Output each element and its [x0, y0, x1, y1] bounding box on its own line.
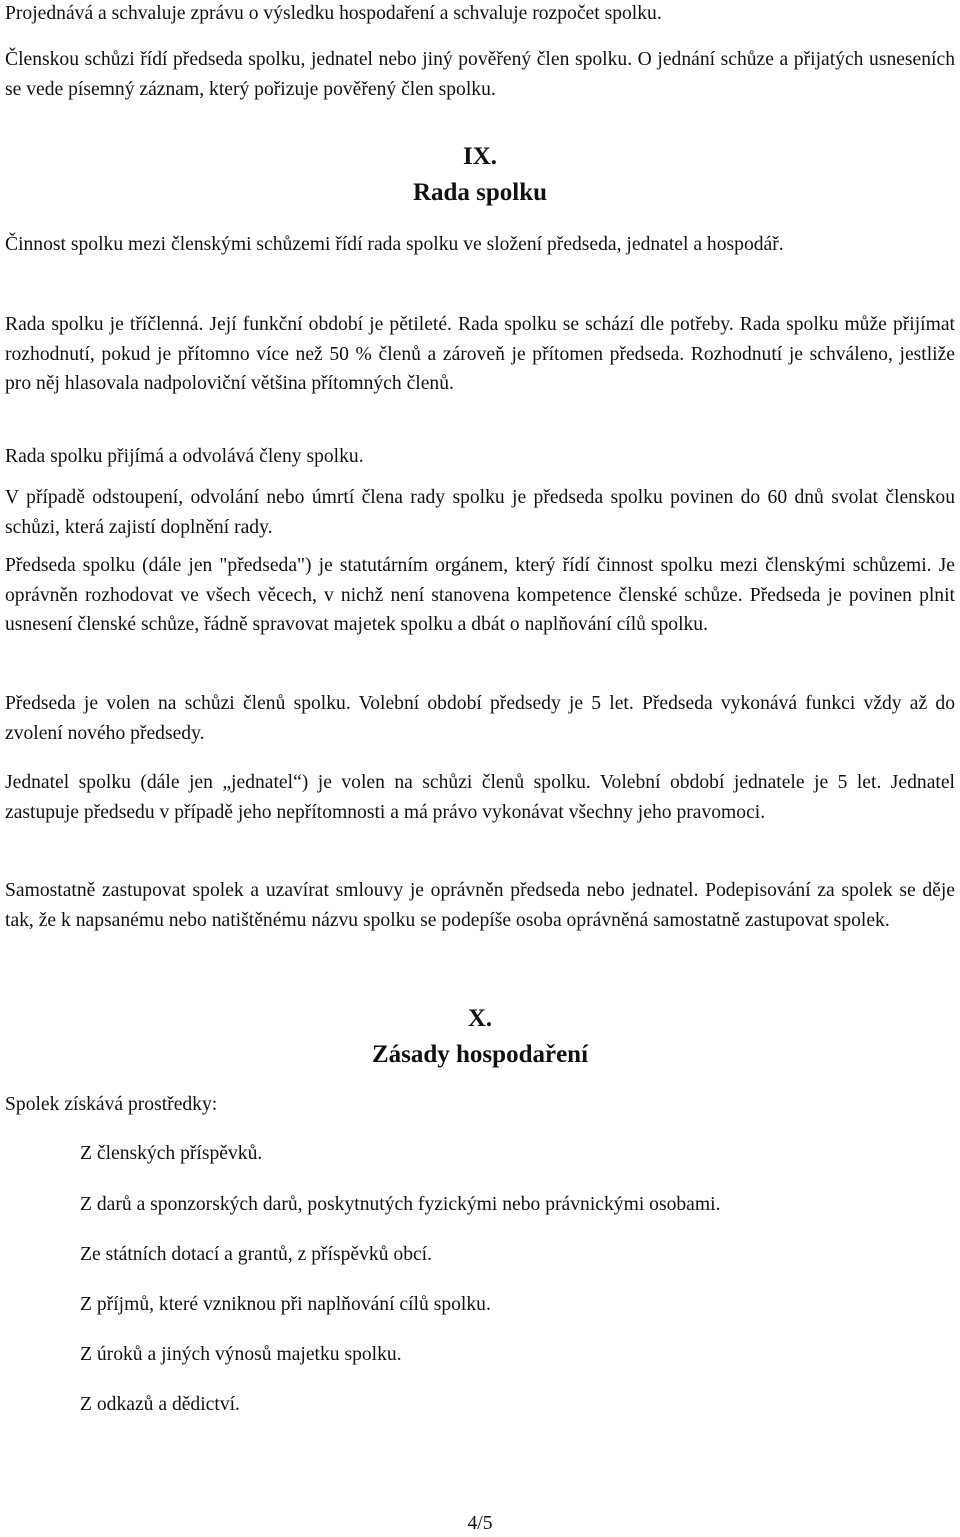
- paragraph-chairman-role: Předseda spolku (dále jen "předseda") je statutárním orgánem, který řídí činnost spolku mezi členskými schůzemi. Je oprávněn rozhodovat ve všech věcech, v nichž není stanovena kompetence členské schůze. Předseda je povinen plnit usnesení členské schůze, řádně spravovat majetek spolku a dbát o naplňování cílů spolku.: [5, 555, 955, 635]
- paragraph-representation: Samostatně zastupovat spolek a uzavírat smlouvy je oprávněn předseda nebo jednatel. Podepisování za spolek se děje tak, že k napsanému nebo natištěnému názvu spolku se podepíše osoba oprávněná samostatně zastupovat spolek.: [5, 880, 955, 931]
- paragraph-council-composition: Činnost spolku mezi členskými schůzemi řídí rada spolku ve složení předseda, jednatel a hospodář.: [5, 234, 784, 255]
- funding-source-item: Ze státních dotací a grantů, z příspěvků obcí.: [80, 1244, 433, 1265]
- funding-source-item: Z příjmů, které vzniknou při naplňování cílů spolku.: [80, 1294, 491, 1315]
- section-ix-number: IX.: [462, 143, 498, 170]
- paragraph-chairman-election: Předseda je volen na schůzi členů spolku. Volební období předsedy je 5 let. Předseda vykonává funkci vždy až do zvolení nového předsedy.: [5, 693, 955, 744]
- funding-source-item: Z členských příspěvků.: [80, 1143, 263, 1164]
- paragraph-meeting-chair: Členskou schůzi řídí předseda spolku, jednatel nebo jiný pověřený člen spolku. O jednání schůze a přijatých usneseních se vede písemný záznam, který pořizuje pověřený člen spolku.: [5, 49, 955, 100]
- paragraph-council-members: Rada spolku přijímá a odvolává členy spolku.: [5, 446, 364, 467]
- page-number: 4/5: [467, 1513, 493, 1534]
- paragraph-secretary: Jednatel spolku (dále jen „jednatel“) je volen na schůzi členů spolku. Volební období jednatele je 5 let. Jednatel zastupuje předsedu v případě jeho nepřítomnosti a má právo vykonávat všechny jeho pravomoci.: [5, 772, 955, 823]
- funding-source-item: Z darů a sponzorských darů, poskytnutých fyzickými nebo právnickými osobami.: [80, 1194, 721, 1215]
- section-x-number: X.: [467, 1005, 493, 1032]
- paragraph-council-rules: Rada spolku je tříčlenná. Její funkční období je pětileté. Rada spolku se schází dle potřeby. Rada spolku může přijímat rozhodnutí, pokud je přítomno více než 50 % členů a zároveň je přítomen předseda. Rozhodnutí je schváleno, jestliže pro něj hlasovala nadpoloviční většina přítomných členů.: [5, 314, 955, 394]
- funding-intro: Spolek získává prostředky:: [5, 1094, 218, 1115]
- section-x-title: Zásady hospodaření: [371, 1041, 589, 1068]
- section-ix-title: Rada spolku: [412, 179, 548, 206]
- paragraph-approves-report: Projednává a schvaluje zprávu o výsledku hospodaření a schvaluje rozpočet spolku.: [5, 3, 662, 24]
- funding-source-item: Z odkazů a dědictví.: [80, 1394, 240, 1415]
- paragraph-council-vacancy: V případě odstoupení, odvolání nebo úmrtí člena rady spolku je předseda spolku povinen do 60 dnů svolat členskou schůzi, která zajistí doplnění rady.: [5, 487, 955, 538]
- funding-source-item: Z úroků a jiných výnosů majetku spolku.: [80, 1344, 402, 1365]
